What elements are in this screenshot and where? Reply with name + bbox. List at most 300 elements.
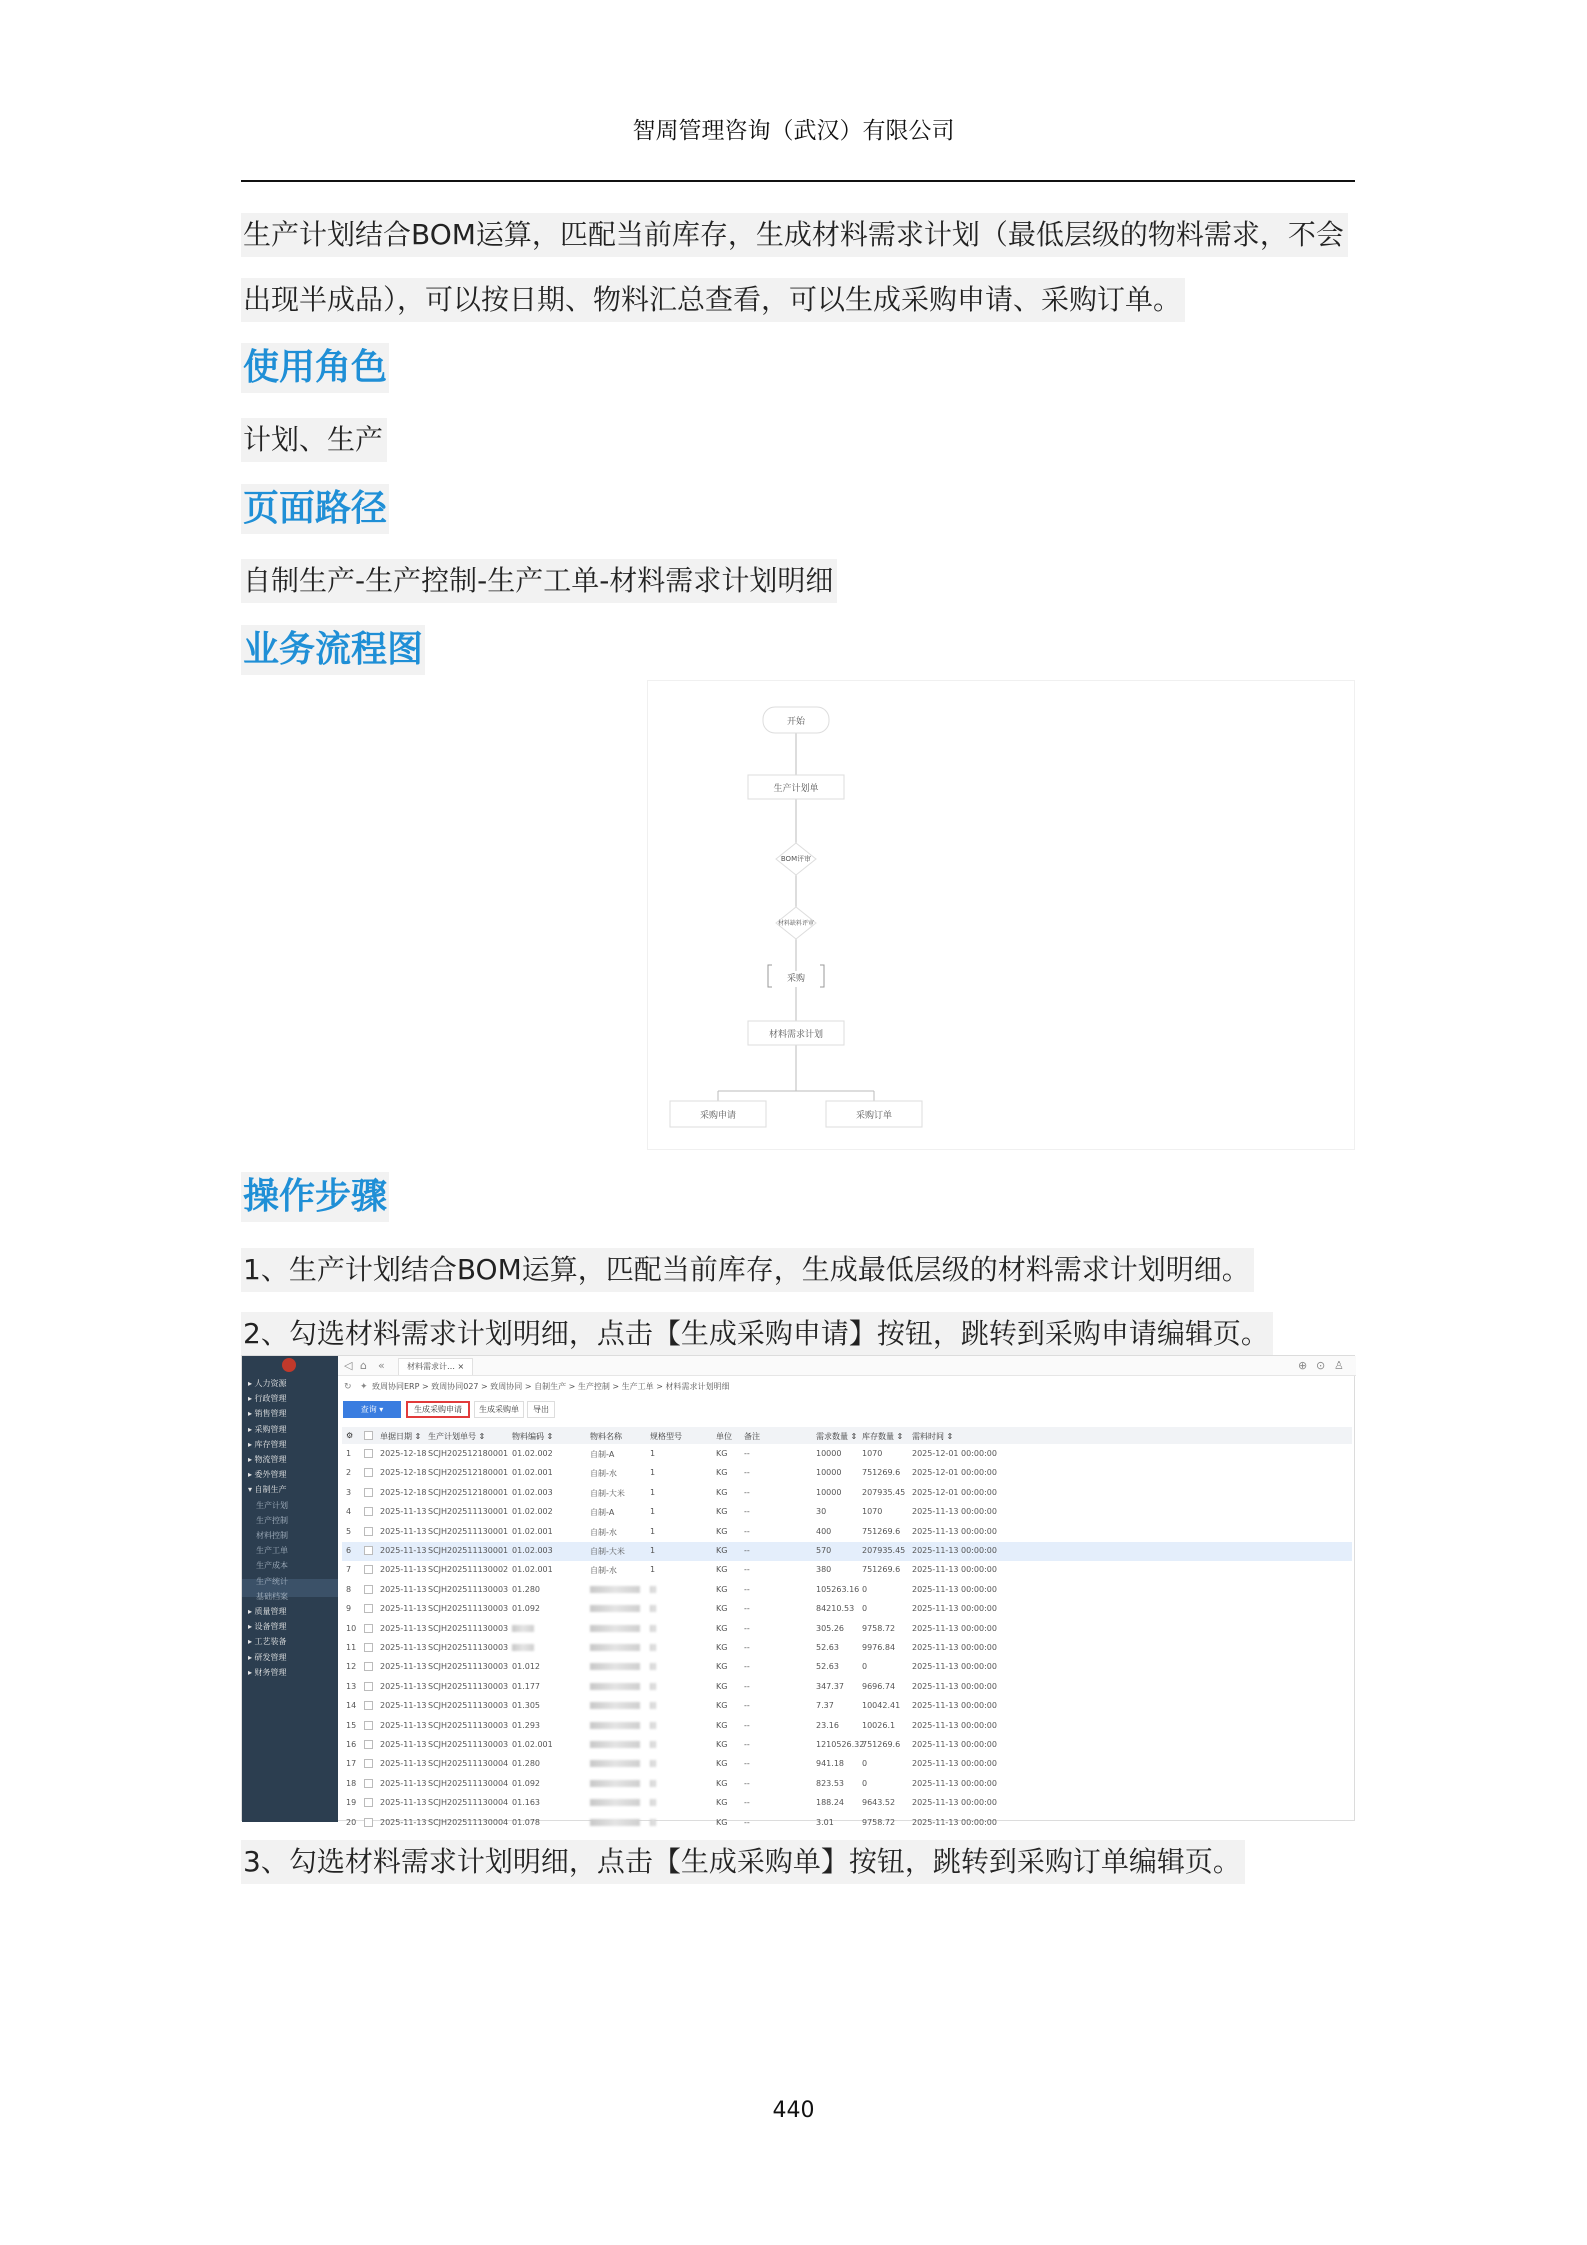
path-heading: 页面路径 [241, 484, 389, 534]
table-cell: 自制-大米 [590, 1488, 625, 1498]
table-cell: SCJH202512180001 [428, 1487, 509, 1497]
pin-icon[interactable]: ✦ [360, 1382, 368, 1392]
sidebar-submenu-item[interactable]: 材料控制 [256, 1531, 288, 1540]
table-cell: 3.01 [816, 1817, 834, 1827]
row-checkbox[interactable] [364, 1740, 373, 1749]
table-cell: 自制-A [590, 1508, 615, 1518]
table-cell: SCJH202511130001 [428, 1526, 509, 1536]
row-checkbox[interactable] [364, 1682, 373, 1691]
row-checkbox[interactable] [364, 1527, 373, 1536]
back-icon[interactable]: ◁ [344, 1359, 353, 1372]
sidebar-menu-item[interactable]: ▸ 设备管理 [248, 1622, 287, 1632]
table-row[interactable] [342, 1658, 1352, 1677]
table-cell: SCJH202512180001 [428, 1468, 509, 1478]
table-row[interactable] [342, 1814, 1352, 1833]
sidebar-submenu-item[interactable]: 生产工单 [256, 1546, 288, 1556]
table-cell: 9758.72 [862, 1623, 896, 1633]
table-cell: KG [716, 1487, 728, 1497]
table-cell: 01.293 [512, 1720, 540, 1730]
table-cell: SCJH202511130003 [428, 1740, 509, 1749]
table-cell: 2025-11-13 00:00:00 [912, 1681, 997, 1691]
table-cell: 2025-11-13 00:00:00 [912, 1604, 997, 1614]
redacted-value [590, 1819, 640, 1826]
table-cell: 2025-11-13 [380, 1526, 427, 1536]
table-cell: -- [744, 1759, 750, 1769]
table-cell: KG [716, 1584, 728, 1594]
table-cell [650, 1624, 656, 1633]
table-cell: -- [744, 1565, 750, 1575]
table-cell: 10026.1 [862, 1720, 896, 1730]
table-cell [590, 1759, 640, 1768]
table-cell [590, 1701, 640, 1710]
redacted-value [650, 1663, 656, 1670]
table-cell: 1 [650, 1526, 656, 1536]
sidebar-submenu-item[interactable]: 生产成本 [256, 1561, 288, 1571]
table-cell: KG [716, 1817, 728, 1827]
table-cell: 207935.45 [862, 1487, 906, 1497]
table-cell [512, 1643, 534, 1652]
roles-text: 计划、生产 [241, 418, 387, 462]
sidebar-submenu-item[interactable]: 生产计划 [256, 1500, 288, 1510]
redacted-value [650, 1780, 656, 1787]
table-cell: 5 [346, 1526, 352, 1536]
table-cell [650, 1779, 656, 1788]
step-3: 3、勾选材料需求计划明细，点击【生成采购单】按钮，跳转到采购订单编辑页。 [241, 1840, 1245, 1884]
table-cell: -- [744, 1740, 750, 1749]
column-header[interactable]: 生产计划单号 ⇕ [428, 1432, 486, 1441]
table-cell [650, 1818, 656, 1827]
table-header [342, 1427, 1352, 1444]
table-cell: 2025-11-13 [380, 1662, 427, 1672]
table-cell: 823.53 [816, 1778, 844, 1788]
step-2: 2、勾选材料需求计划明细，点击【生成采购申请】按钮，跳转到采购申请编辑页。 [241, 1312, 1273, 1356]
table-cell: SCJH202511130003 [428, 1701, 509, 1711]
table-cell: 2025-11-13 00:00:00 [912, 1778, 997, 1788]
table-cell: KG [716, 1623, 728, 1633]
user-icon[interactable]: ♙ [1334, 1359, 1344, 1372]
table-cell: 0 [862, 1759, 868, 1769]
table-cell [650, 1662, 656, 1671]
sidebar-menu-item[interactable]: ▸ 研发管理 [248, 1652, 287, 1662]
collapse-icon[interactable]: « [378, 1359, 385, 1372]
row-checkbox[interactable] [364, 1585, 373, 1594]
redacted-value [650, 1586, 656, 1593]
table-row[interactable] [342, 1775, 1352, 1794]
redacted-value [650, 1819, 656, 1826]
table-cell: SCJH202511130003 [428, 1604, 509, 1614]
sidebar-menu-item[interactable]: ▸ 物流管理 [248, 1455, 287, 1464]
search-icon[interactable]: ⊙ [1316, 1359, 1326, 1372]
table-cell: 01.092 [512, 1604, 540, 1614]
sidebar-submenu-item[interactable]: 生产统计 [256, 1576, 288, 1586]
table-cell: 01.02.001 [512, 1740, 553, 1749]
column-settings-icon[interactable]: ⚙ [346, 1431, 354, 1440]
table-cell: -- [744, 1468, 750, 1478]
flow-request-node: 采购申请 [699, 1111, 736, 1121]
table-cell [590, 1779, 640, 1788]
table-cell: -- [744, 1604, 750, 1614]
refresh-icon[interactable]: ↻ [344, 1382, 352, 1392]
table-cell: 19 [346, 1798, 357, 1808]
table-cell [650, 1759, 656, 1768]
table-cell: 751269.6 [862, 1740, 901, 1749]
company-header: 智周管理咨询（武汉）有限公司 [632, 118, 955, 144]
app-logo [282, 1358, 296, 1372]
flow-material-check-node: 材料缺料评审 [777, 920, 814, 927]
table-cell: 10042.41 [862, 1701, 901, 1711]
sidebar-submenu-item[interactable]: 生产控制 [256, 1515, 288, 1525]
table-row[interactable] [342, 1542, 1352, 1561]
table-cell: 2025-11-13 [380, 1817, 427, 1827]
redacted-value [590, 1644, 640, 1651]
step-1: 1、生产计划结合BOM运算，匹配当前库存，生成最低层级的材料需求计划明细。 [241, 1248, 1254, 1292]
table-cell: 2025-12-18 [380, 1487, 427, 1497]
table-cell: 0 [862, 1604, 868, 1614]
breadcrumb: 致周协同ERP > 致周协同027 > 致周协同 > 自制生产 > 生产控制 > 生产工单 > 材料需求计划明细 [372, 1382, 730, 1391]
table-cell: 2025-11-13 [380, 1720, 427, 1730]
redacted-value [590, 1663, 640, 1670]
redacted-value [590, 1586, 640, 1593]
sidebar-menu-item[interactable]: ▸ 人力资源 [248, 1379, 287, 1388]
table-cell: 1 [650, 1468, 656, 1478]
table-cell: 2025-11-13 00:00:00 [912, 1584, 997, 1594]
table-cell: 0 [862, 1778, 868, 1788]
row-checkbox[interactable] [364, 1701, 373, 1710]
redacted-value [650, 1683, 656, 1690]
redacted-value [650, 1625, 656, 1632]
redacted-value [590, 1741, 640, 1748]
app-sidebar [242, 1356, 338, 1822]
table-cell: 30 [816, 1507, 827, 1517]
table-cell: 23.16 [816, 1720, 839, 1730]
row-checkbox[interactable] [364, 1604, 373, 1613]
table-cell: 570 [816, 1546, 832, 1555]
table-cell: KG [716, 1759, 728, 1769]
redacted-value [650, 1760, 656, 1767]
table-cell: 2 [346, 1468, 352, 1478]
column-header[interactable]: 单据日期 ⇕ [380, 1432, 422, 1441]
export-button[interactable]: 导出 [527, 1401, 555, 1418]
table-cell: 305.26 [816, 1623, 844, 1633]
table-cell: 01.02.002 [512, 1449, 553, 1458]
table-cell: 01.092 [512, 1778, 540, 1788]
steps-heading: 操作步骤 [241, 1172, 389, 1222]
table-cell: -- [744, 1623, 750, 1633]
table-cell [650, 1721, 656, 1730]
row-checkbox[interactable] [364, 1798, 373, 1807]
table-cell: KG [716, 1681, 728, 1691]
close-icon[interactable]: × [457, 1362, 465, 1371]
row-checkbox[interactable] [364, 1818, 373, 1827]
table-cell: 0 [862, 1662, 868, 1672]
sidebar-menu-item[interactable]: ▸ 销售管理 [248, 1409, 287, 1419]
row-checkbox[interactable] [364, 1662, 373, 1671]
table-cell: 2025-11-13 00:00:00 [912, 1817, 997, 1827]
table-cell: 2025-11-13 00:00:00 [912, 1720, 997, 1730]
sidebar-menu-item[interactable]: ▸ 质量管理 [248, 1607, 287, 1616]
table-cell: KG [716, 1449, 728, 1458]
flow-bom-node: BOM评审 [780, 855, 812, 863]
table-cell: 01.280 [512, 1584, 540, 1594]
row-checkbox[interactable] [364, 1624, 373, 1633]
table-cell: 380 [816, 1565, 832, 1575]
sidebar-menu-item[interactable]: ▸ 工艺装备 [248, 1637, 287, 1647]
table-cell: 2025-11-13 00:00:00 [912, 1798, 997, 1808]
sidebar-menu-item[interactable]: ▸ 委外管理 [248, 1470, 287, 1480]
table-cell: SCJH202511130003 [428, 1681, 509, 1691]
query-button[interactable] [343, 1401, 401, 1418]
table-cell: SCJH202511130004 [428, 1778, 509, 1788]
table-cell: 2025-12-01 00:00:00 [912, 1468, 997, 1478]
table-row[interactable] [342, 1503, 1352, 1522]
table-cell: 2025-11-13 [380, 1759, 427, 1769]
table-cell [590, 1818, 640, 1827]
table-cell: 1 [650, 1487, 656, 1497]
redacted-value [590, 1799, 640, 1806]
table-cell: SCJH202511130001 [428, 1507, 509, 1517]
table-cell: SCJH202511130003 [428, 1643, 509, 1652]
table-cell: -- [744, 1487, 750, 1497]
table-cell: 1 [650, 1565, 656, 1575]
redacted-value [650, 1799, 656, 1806]
table-cell: 9696.74 [862, 1681, 896, 1691]
table-cell: SCJH202511130002 [428, 1565, 509, 1575]
table-cell: KG [716, 1526, 728, 1536]
table-cell: 20 [346, 1817, 357, 1827]
row-checkbox[interactable] [364, 1779, 373, 1788]
table-cell: 1 [650, 1507, 656, 1517]
table-cell [590, 1798, 640, 1807]
table-cell: -- [744, 1681, 750, 1691]
table-cell: 13 [346, 1681, 357, 1691]
table-cell: 自制-水 [590, 1469, 617, 1479]
table-cell: 9 [346, 1604, 352, 1614]
column-header[interactable]: 规格型号 [650, 1432, 682, 1441]
table-cell: 自制-水 [590, 1527, 617, 1537]
erp-screenshot [241, 1355, 1355, 1827]
table-cell: 10 [346, 1623, 357, 1633]
generate-purchase-request-button[interactable]: 生成采购申请 [406, 1401, 470, 1418]
table-cell: 01.02.001 [512, 1468, 553, 1478]
table-cell [650, 1682, 656, 1691]
table-cell: KG [716, 1468, 728, 1478]
row-checkbox[interactable] [364, 1759, 373, 1768]
flow-start-node: 开始 [786, 717, 805, 727]
table-cell: 15 [346, 1720, 357, 1730]
table-row[interactable] [342, 1717, 1352, 1736]
table-cell: 2025-11-13 [380, 1546, 427, 1555]
table-cell: 自制-水 [590, 1566, 617, 1576]
table-row[interactable] [342, 1678, 1352, 1697]
table-row[interactable] [342, 1755, 1352, 1774]
table-cell: 941.18 [816, 1759, 844, 1769]
table-cell: 2025-11-13 00:00:00 [912, 1643, 997, 1652]
table-cell: 105263.16 [816, 1584, 860, 1594]
table-cell: 01.02.001 [512, 1565, 553, 1575]
table-cell: -- [744, 1701, 750, 1711]
table-cell: KG [716, 1798, 728, 1808]
redacted-value [590, 1760, 640, 1767]
row-checkbox[interactable] [364, 1468, 373, 1477]
sidebar-menu-item[interactable]: ▸ 库存管理 [248, 1439, 287, 1449]
table-cell [650, 1604, 656, 1613]
tab-label: 材料需求计… [407, 1362, 455, 1371]
column-header[interactable]: 物料编码 ⇕ [512, 1432, 554, 1441]
table-cell: 10000 [816, 1487, 842, 1497]
table-cell: 2025-11-13 [380, 1778, 427, 1788]
table-cell: SCJH202511130003 [428, 1662, 509, 1672]
table-cell: 2025-11-13 [380, 1740, 427, 1749]
table-cell: 18 [346, 1778, 357, 1788]
table-cell: 3 [346, 1487, 352, 1497]
row-checkbox[interactable] [364, 1488, 373, 1497]
sidebar-submenu-item[interactable]: 基础档案 [256, 1591, 288, 1601]
intro-line-2: 出现半成品），可以按日期、物料汇总查看，可以生成采购申请、采购订单。 [241, 278, 1185, 322]
table-cell: SCJH202511130003 [428, 1584, 509, 1594]
table-cell: 自制-大米 [590, 1547, 625, 1556]
table-cell: 52.63 [816, 1662, 839, 1672]
redacted-value [590, 1722, 640, 1729]
row-checkbox[interactable] [364, 1721, 373, 1730]
table-row[interactable] [342, 1620, 1352, 1639]
table-row[interactable] [342, 1697, 1352, 1716]
table-cell: KG [716, 1565, 728, 1575]
table-row[interactable] [342, 1464, 1352, 1483]
table-cell [590, 1624, 640, 1633]
flowchart-lines [648, 681, 1356, 1151]
table-row[interactable] [342, 1639, 1352, 1658]
table-cell: 2025-11-13 00:00:00 [912, 1662, 997, 1672]
table-cell: -- [744, 1449, 750, 1458]
table-cell: 400 [816, 1526, 832, 1536]
redacted-value [650, 1741, 656, 1748]
table-cell: 2025-11-13 [380, 1565, 427, 1575]
tab-material-plan[interactable] [398, 1358, 473, 1375]
table-cell: 52.63 [816, 1643, 839, 1652]
table-cell [650, 1585, 656, 1594]
table-cell: -- [744, 1546, 750, 1555]
table-cell: KG [716, 1546, 728, 1555]
redacted-value [512, 1625, 534, 1632]
header-divider [241, 180, 1355, 182]
table-cell: 2025-11-13 00:00:00 [912, 1701, 997, 1711]
table-cell: -- [744, 1662, 750, 1672]
table-cell: KG [716, 1701, 728, 1711]
redacted-value [590, 1702, 640, 1709]
table-cell: 1070 [862, 1507, 883, 1517]
column-header[interactable]: 物料名称 [590, 1432, 622, 1441]
sidebar-menu-item[interactable]: ▾ 自制生产 [248, 1485, 287, 1495]
table-cell: -- [744, 1720, 750, 1730]
table-cell: -- [744, 1507, 750, 1517]
generate-purchase-order-button[interactable]: 生成采购单 [474, 1401, 524, 1418]
table-cell: 01.012 [512, 1662, 540, 1672]
table-cell: 2025-11-13 00:00:00 [912, 1565, 997, 1575]
sidebar-menu-item[interactable]: ▸ 行政管理 [248, 1394, 287, 1404]
table-cell: 11 [346, 1643, 357, 1652]
table-cell: 2025-11-13 [380, 1643, 427, 1652]
table-cell: 2025-11-13 00:00:00 [912, 1623, 997, 1633]
table-cell: 9976.84 [862, 1643, 896, 1652]
table-cell [512, 1624, 534, 1633]
table-cell: 16 [346, 1740, 357, 1749]
table-cell: 12 [346, 1662, 357, 1672]
select-all-checkbox[interactable] [364, 1431, 373, 1440]
table-cell [590, 1682, 640, 1691]
table-cell: 2025-11-13 00:00:00 [912, 1526, 997, 1536]
table-row[interactable] [342, 1561, 1352, 1580]
table-cell: 10000 [816, 1449, 842, 1458]
table-row[interactable] [342, 1581, 1352, 1600]
globe-icon[interactable]: ⊕ [1298, 1359, 1308, 1372]
row-checkbox[interactable] [364, 1565, 373, 1574]
table-cell: 9643.52 [862, 1798, 896, 1808]
row-checkbox[interactable] [364, 1507, 373, 1516]
table-cell: 188.24 [816, 1798, 844, 1808]
table-cell: 2025-11-13 00:00:00 [912, 1740, 997, 1749]
table-row[interactable] [342, 1484, 1352, 1503]
column-header[interactable]: 单位 [716, 1432, 732, 1441]
table-row[interactable] [342, 1736, 1352, 1755]
table-cell: 2025-12-01 00:00:00 [912, 1487, 997, 1497]
table-cell: 01.02.002 [512, 1507, 553, 1517]
table-cell: 84210.53 [816, 1604, 855, 1614]
table-cell [590, 1662, 640, 1671]
table-cell: 2025-12-18 [380, 1468, 427, 1478]
table-cell: SCJH202511130004 [428, 1759, 509, 1769]
table-cell: -- [744, 1584, 750, 1594]
table-cell: 2025-11-13 [380, 1604, 427, 1614]
query-label: 查询 [360, 1405, 377, 1414]
chevron-down-icon: ▾ [379, 1405, 384, 1414]
table-cell: KG [716, 1643, 728, 1652]
table-cell: 1210526.32 [816, 1740, 865, 1749]
table-cell: -- [744, 1778, 750, 1788]
column-header[interactable]: 库存数量 ⇕ [862, 1432, 904, 1441]
table-row[interactable] [342, 1600, 1352, 1619]
column-header[interactable]: 需求数量 ⇕ [816, 1432, 858, 1441]
app-topbar [338, 1356, 1356, 1376]
row-checkbox[interactable] [364, 1546, 373, 1555]
table-cell: 2025-11-13 [380, 1584, 427, 1594]
table-cell: KG [716, 1778, 728, 1788]
table-cell: 8 [346, 1584, 352, 1594]
sidebar-menu-item[interactable]: ▸ 财务管理 [248, 1667, 287, 1677]
table-cell: 1 [650, 1546, 656, 1555]
table-row[interactable] [342, 1794, 1352, 1813]
table-row[interactable] [342, 1445, 1352, 1464]
table-cell: 2025-11-13 [380, 1798, 427, 1808]
table-cell [590, 1643, 640, 1652]
column-header[interactable]: 备注 [744, 1432, 760, 1441]
sidebar-menu-item[interactable]: ▸ 采购管理 [248, 1424, 287, 1434]
table-cell: 01.163 [512, 1798, 540, 1808]
table-cell: 1 [346, 1449, 352, 1458]
table-cell: KG [716, 1662, 728, 1672]
path-text: 自制生产-生产控制-生产工单-材料需求计划明细 [241, 559, 837, 603]
home-icon[interactable]: ⌂ [360, 1359, 367, 1372]
table-row[interactable] [342, 1523, 1352, 1542]
table-cell: 2025-11-13 00:00:00 [912, 1759, 997, 1769]
table-cell: SCJH202511130004 [428, 1798, 509, 1808]
column-header[interactable]: 需料时间 ⇕ [912, 1432, 954, 1441]
row-checkbox[interactable] [364, 1643, 373, 1652]
table-cell: SCJH202511130003 [428, 1623, 509, 1633]
table-cell: SCJH202512180001 [428, 1449, 509, 1458]
table-cell [650, 1701, 656, 1710]
row-checkbox[interactable] [364, 1449, 373, 1458]
flow-heading: 业务流程图 [241, 625, 425, 675]
